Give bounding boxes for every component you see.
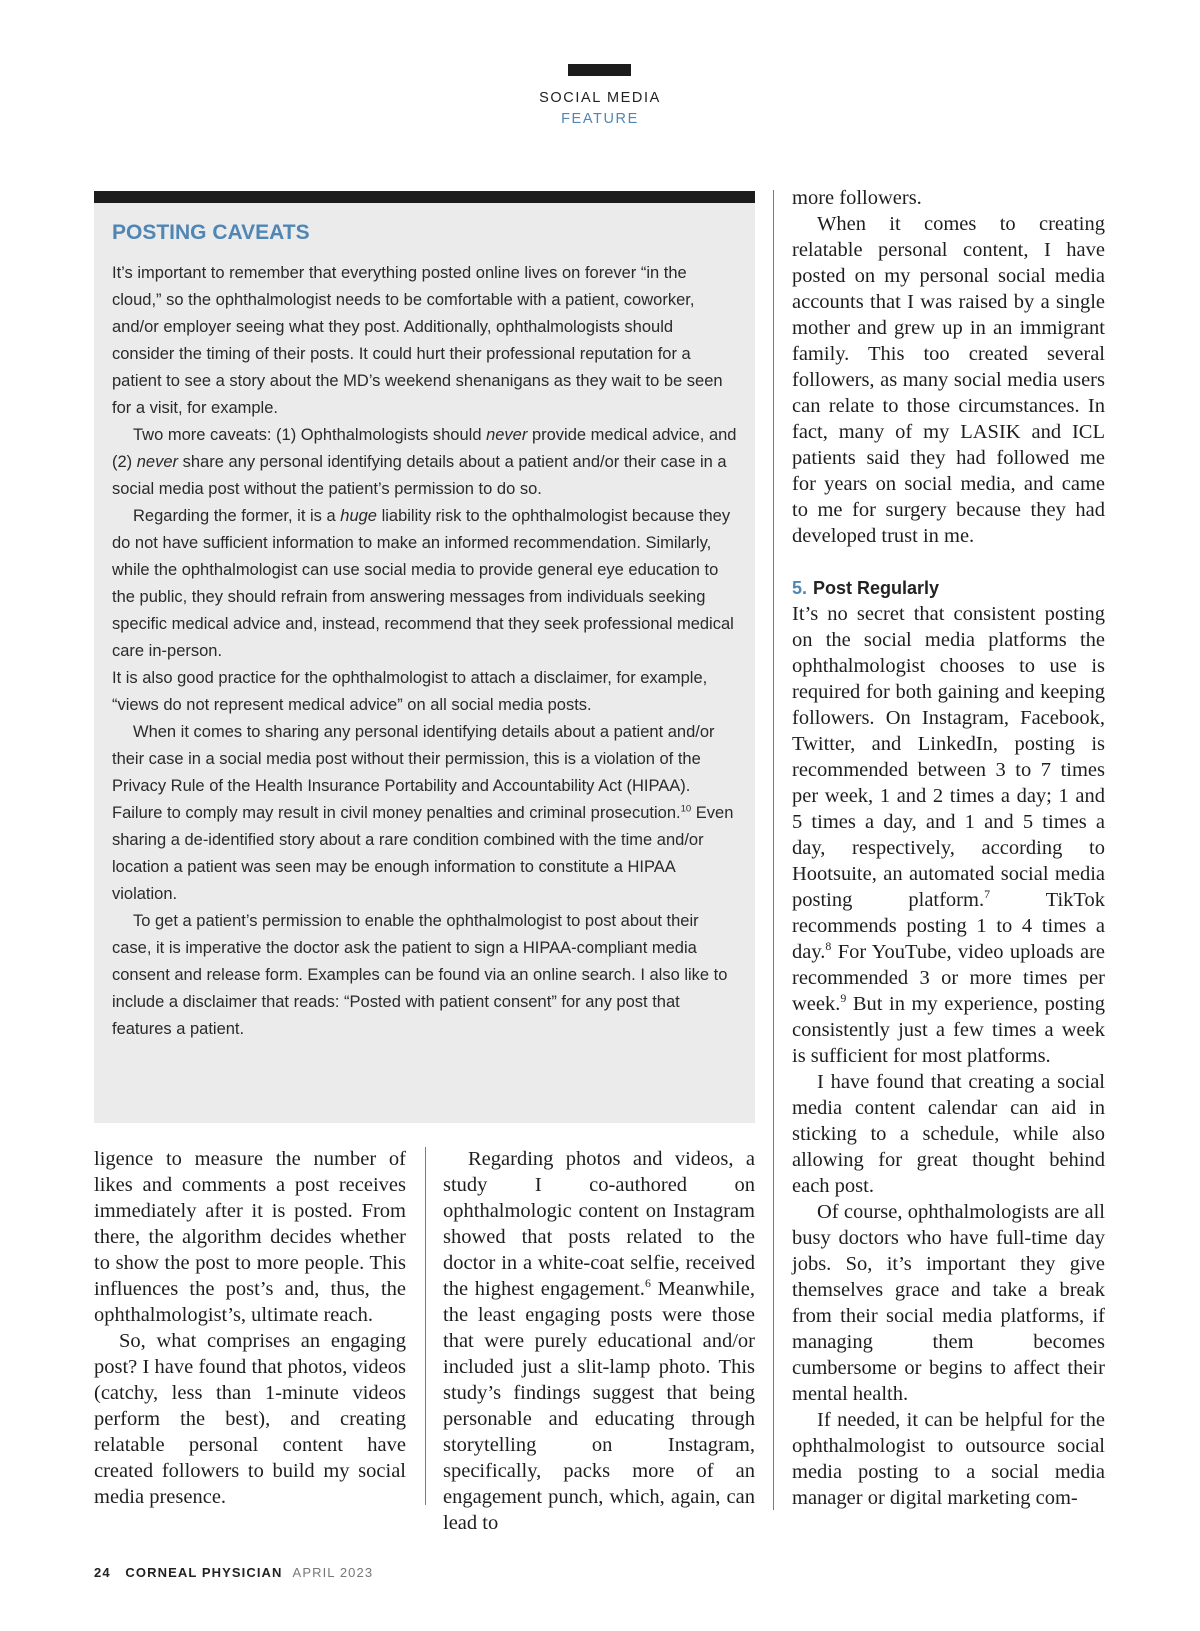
body-column-right [792,185,1105,1511]
body-column-middle [443,1146,755,1536]
sidebar-title: POSTING CAVEATS [112,221,310,244]
body-paragraph: If needed, it can be helpful for the ophthalmologist to outsource social media posting to a social media manager or digital marketing com- [792,1409,1105,1509]
reference-marker: 9 [840,991,847,1006]
body-column-left [94,1146,406,1510]
sidebar-paragraph: When it comes to sharing any personal identifying details about a patient and/or their case in a social media post without their permission, this is a violation of the Privacy Rule of the Health Insurance Portability and Accountability Act (HIPAA). Failure to comply may result in civil money penalties and criminal prosecution.$^{10}$ Even sharing a de-identified story about a rare condition combined with the time and/or location a patient was seen may be enough information to constitute a HIPAA violation. [112,723,734,903]
subheading-post-regularly [792,575,1105,601]
subheading-text: Post Regularly [813,578,940,598]
reference-marker: 10 [680,803,692,815]
reference-marker: 7 [984,887,991,902]
header-bar-ornament [568,64,631,76]
section-kind-label: FEATURE [561,111,639,127]
column-divider [425,1147,426,1505]
sidebar-body [112,260,737,1043]
journal-name: CORNEAL PHYSICIAN [125,1565,283,1580]
issue-date: APRIL 2023 [292,1565,374,1580]
sidebar-paragraph: To get a patient’s permission to enable the ophthalmologist to post about their case, it is imperative the doctor ask the patient to sign a HIPAA-compliant media consent and release form. Examples can be found via an online search. I also like to include a disclaimer that reads: “Posted with patient consent” for any post that features a patient. [112,912,728,1038]
page-footer [94,1565,373,1580]
body-paragraph: more followers. [792,187,922,209]
posting-caveats-sidebar [94,191,755,1123]
body-paragraph: ligence to measure the number of likes and comments a post receives immediately after it is posted. From there, the algorithm decides whether to show the post to more people. This influences the post’s and, thus, the ophthalmologist’s, ultimate reach. [94,1148,406,1326]
page-number: 24 [94,1565,111,1580]
sidebar-paragraph: Two more caveats: (1) Ophthalmologists should never provide medical advice, and (2) never share any personal identifying details about a patient and/or their case in a social media post without the patient’s permission to do so. [112,426,737,498]
subheading-number: 5. [792,578,808,598]
sidebar-paragraph: It is also good practice for the ophthalmologist to attach a disclaimer, for example, “views do not represent medical advice” on all social media posts. [112,669,708,714]
sidebar-paragraph: It’s important to remember that everything posted online lives on forever “in the cloud,” so the ophthalmologist needs to be comfortable with a patient, coworker, and/or employer seeing what they post. Additionally, ophthalmologists should consider the timing of their posts. It could hurt their professional reputation for a patient to see a story about the MD’s weekend shenanigans as they wait to be seen for a visit, for example. [112,264,723,417]
reference-marker: 6 [644,1276,651,1291]
reference-marker: 8 [825,939,832,954]
sidebar-top-rule [94,191,755,203]
column-divider [773,190,774,1510]
sidebar-paragraph: Regarding the former, it is a huge liability risk to the ophthalmologist because they do not have sufficient information to make an informed recommendation. Similarly, while the ophthalmologist can use social media to provide general eye education to the public, they should refrain from answering messages from individuals seeking specific medical advice and, instead, recommend that they seek professional medical care in-person. [112,507,734,660]
body-paragraph: Regarding photos and videos, a study I co-authored on ophthalmologic content on Instagram showed that posts related to the doctor in a white-coat selfie, received the highest engagement.$^6$ Meanwhile, the least engaging posts were those that were purely educational and/or included just a slit-lamp photo. This study’s findings suggest that being personable and educating through storytelling on Instagram, specifically, packs more of an engagement punch, which, again, can lead to [443,1148,755,1534]
body-paragraph: I have found that creating a social media content calendar can aid in sticking to a schedule, while also allowing for great thought behind each post. [792,1071,1105,1197]
body-paragraph: It’s no secret that consistent posting on the social media platforms the ophthalmologist chooses to use is required for both gaining and keeping followers. On Instagram, Facebook, Twitter, and LinkedIn, posting is recommended between 3 to 7 times per week, 1 and 2 times a day; 1 and 5 times a day, and 1 and 5 times a day, respectively, according to Hootsuite, an automated social media posting platform.$^7$ TikTok recommends posting 1 to 4 times a day.$^8$ For YouTube, video uploads are recommended 3 or more times per week.$^9$ But in my experience, posting consistently just a few times a week is sufficient for most platforms. [792,603,1105,1067]
body-paragraph: Of course, ophthalmologists are all busy doctors who have full-time day jobs. So, it’s important they give themselves grace and take a break from their social media platforms, if managing them becomes cumbersome or begins to affect their mental health. [792,1201,1105,1405]
section-label: SOCIAL MEDIA [539,90,661,106]
body-paragraph: So, what comprises an engaging post? I have found that photos, videos (catchy, less than 1-minute videos perform the best), and creating relatable personal content have created followers to build my social media presence. [94,1330,406,1508]
body-paragraph: When it comes to creating relatable personal content, I have posted on my personal social media accounts that I was raised by a single mother and grew up in an immigrant family. This too created several followers, as many social media users can relate to those circumstances. In fact, many of my LASIK and ICL patients said they had followed me for years on social media, and came to me for surgery because they had developed trust in me. [792,213,1105,547]
